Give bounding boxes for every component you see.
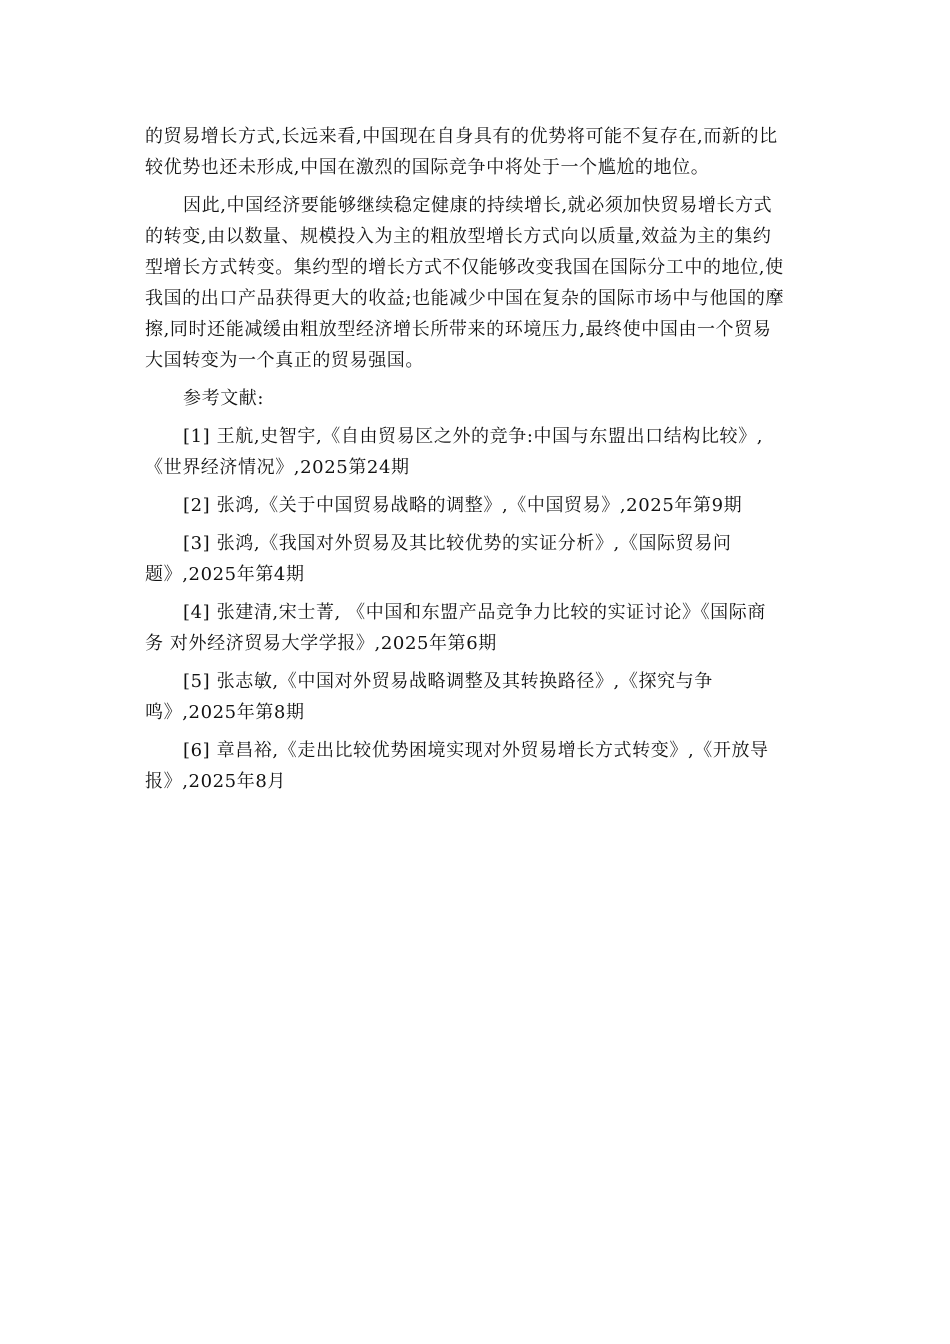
text-line: [4] 张建清,宋士菁, 《中国和东盟产品竞争力比较的实证讨论》《国际商 — [183, 602, 766, 623]
text-line: 的转变,由以数量、规模投入为主的粗放型增长方式向以质量,效益为主的集约 — [145, 226, 772, 247]
reference-item — [145, 597, 810, 659]
reference-item — [145, 528, 810, 590]
text-line: [5] 张志敏,《中国对外贸易战略调整及其转换路径》,《探究与争 — [183, 671, 713, 692]
document-body — [145, 121, 810, 797]
text-line: [2] 张鸿,《关于中国贸易战略的调整》,《中国贸易》,2025年第9期 — [183, 495, 743, 516]
text-line: 《世界经济情况》,2025第24期 — [145, 457, 410, 478]
text-line: 题》,2025年第4期 — [145, 564, 305, 585]
text-line: 务 对外经济贸易大学学报》,2025年第6期 — [145, 633, 497, 654]
text-line: 型增长方式转变。集约型的增长方式不仅能够改变我国在国际分工中的地位,使 — [145, 257, 784, 278]
references-heading — [145, 383, 810, 414]
text-line: 我国的出口产品获得更大的收益;也能减少中国在复杂的国际市场中与他国的摩 — [145, 288, 785, 309]
text-line: 擦,同时还能减缓由粗放型经济增长所带来的环境压力,最终使中国由一个贸易 — [145, 319, 772, 340]
paragraph-continuation — [145, 121, 810, 183]
reference-item — [145, 666, 810, 728]
text-line: [3] 张鸿,《我国对外贸易及其比较优势的实证分析》,《国际贸易问 — [183, 533, 732, 554]
text-line: [6] 章昌裕,《走出比较优势困境实现对外贸易增长方式转变》,《开放导 — [183, 740, 769, 761]
reference-item — [145, 735, 810, 797]
text-line: 报》,2025年8月 — [145, 771, 286, 792]
text-line: 的贸易增长方式,长远来看,中国现在自身具有的优势将可能不复存在,而新的比 — [145, 126, 778, 147]
text-line: 大国转变为一个真正的贸易强国。 — [145, 350, 424, 371]
text-line: [1] 王航,史智宇,《自由贸易区之外的竞争:中国与东盟出口结构比较》, — [183, 426, 764, 447]
reference-item — [145, 421, 810, 483]
text-line: 鸣》,2025年第8期 — [145, 702, 305, 723]
text-line: 较优势也还未形成,中国在激烈的国际竞争中将处于一个尴尬的地位。 — [145, 157, 710, 178]
text-line: 因此,中国经济要能够继续稳定健康的持续增长,就必须加快贸易增长方式 — [183, 195, 773, 216]
reference-item — [145, 490, 810, 521]
text-line: 参考文献: — [183, 388, 265, 409]
paragraph-conclusion — [145, 190, 810, 376]
